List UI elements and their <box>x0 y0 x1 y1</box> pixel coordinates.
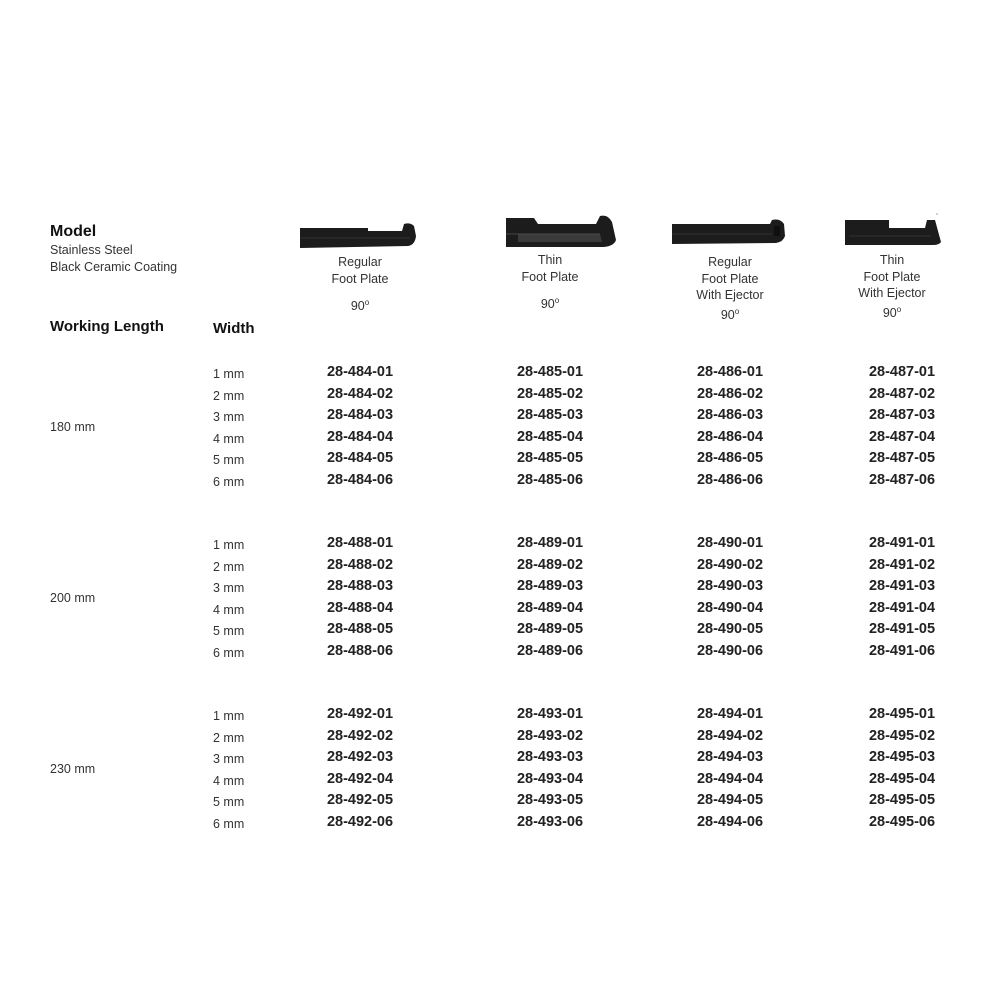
catalog-number: 28-494-03 <box>696 749 764 765</box>
model-material: Stainless Steel <box>50 243 133 257</box>
catalog-number: 28-493-02 <box>516 727 584 744</box>
catalog-number: 28-492-01 <box>326 706 394 722</box>
angle-label: 90$^o$ <box>540 296 560 312</box>
working-length-header: Working Length <box>50 318 164 335</box>
catalog-number: 28-491-06 <box>868 642 936 659</box>
catalog-number: 28-491-01 <box>868 535 936 551</box>
catalog-number: 28-491-04 <box>868 599 936 616</box>
catalog-number: 28-494-01 <box>696 706 764 722</box>
thin-foot-plate-tip-icon <box>504 212 618 252</box>
catalog-number: 28-490-05 <box>696 621 764 637</box>
working-length-value: 200 mm <box>50 590 96 605</box>
catalog-number: 28-494-06 <box>696 813 764 830</box>
column-label-line: Thin <box>537 253 563 267</box>
catalog-number: 28-484-04 <box>326 428 394 445</box>
catalog-number: 28-489-06 <box>516 642 584 659</box>
width-value: 3 mm <box>213 581 245 595</box>
width-value: 1 mm <box>213 538 245 552</box>
width-value: 3 mm <box>213 752 245 766</box>
catalog-number: 28-490-04 <box>696 599 764 616</box>
catalog-number: 28-494-04 <box>696 770 764 787</box>
column-label-line: With Ejector <box>696 288 764 302</box>
catalog-number: 28-495-06 <box>868 813 936 830</box>
column-regular-foot-plate-label <box>290 254 430 315</box>
catalog-number: 28-492-02 <box>326 727 394 744</box>
width-value: 5 mm <box>213 795 245 809</box>
catalog-number: 28-492-05 <box>326 792 394 808</box>
catalog-number: 28-490-02 <box>696 556 764 573</box>
catalog-number: 28-493-01 <box>516 706 584 722</box>
column-thin-foot-plate-label <box>480 252 620 313</box>
catalog-number: 28-491-03 <box>868 578 936 594</box>
catalog-number: 28-485-03 <box>516 407 584 423</box>
width-value: 2 mm <box>213 388 245 403</box>
width-value: 6 mm <box>213 474 245 489</box>
column-thin-foot-plate-ejector-label <box>822 252 962 321</box>
catalog-number: 28-486-01 <box>696 364 764 380</box>
width-value: 2 mm <box>213 730 245 745</box>
catalog-number: 28-487-01 <box>868 364 936 380</box>
model-title: Model <box>50 223 97 240</box>
catalog-number: 28-486-02 <box>696 385 764 402</box>
column-label-line: Foot Plate <box>521 269 579 284</box>
catalog-number: 28-484-03 <box>326 407 394 423</box>
catalog-number: 28-488-06 <box>326 642 394 659</box>
catalog-number: 28-494-05 <box>696 792 764 808</box>
width-value: 2 mm <box>213 559 245 574</box>
catalog-number: 28-484-02 <box>326 385 394 402</box>
column-label-line: Regular <box>338 255 382 269</box>
catalog-number: 28-487-05 <box>868 450 936 466</box>
angle-label: 90$^o$ <box>720 306 740 322</box>
column-label-line: Foot Plate <box>331 271 389 286</box>
catalog-number: 28-486-06 <box>696 471 764 488</box>
column-label-line: Foot Plate <box>701 271 759 286</box>
catalog-number: 28-492-06 <box>326 813 394 830</box>
catalog-number: 28-490-06 <box>696 642 764 659</box>
catalog-number: 28-491-02 <box>868 556 936 573</box>
catalog-number: 28-487-06 <box>868 471 936 488</box>
column-regular-foot-plate-ejector-label <box>660 254 800 323</box>
catalog-number: 28-487-03 <box>868 407 936 423</box>
catalog-number: 28-484-06 <box>326 471 394 488</box>
working-length-value: 180 mm <box>50 419 96 434</box>
catalog-number: 28-488-03 <box>326 578 394 594</box>
catalog-number: 28-493-04 <box>516 770 584 787</box>
width-value: 5 mm <box>213 624 245 638</box>
catalog-number: 28-485-06 <box>516 471 584 488</box>
width-header: Width <box>213 320 255 337</box>
catalog-number: 28-488-01 <box>326 535 394 551</box>
width-value: 1 mm <box>213 709 245 723</box>
width-value: 1 mm <box>213 367 245 381</box>
catalog-number: 28-493-06 <box>516 813 584 830</box>
angle-label: 90$^o$ <box>350 298 370 314</box>
catalog-number: 28-495-05 <box>868 792 936 808</box>
working-length-value: 230 mm <box>50 761 96 776</box>
catalog-number: 28-495-02 <box>868 727 936 744</box>
catalog-number: 28-486-03 <box>696 407 764 423</box>
catalog-number: 28-489-03 <box>516 578 584 594</box>
width-value: 3 mm <box>213 410 245 424</box>
catalog-number: 28-495-01 <box>868 706 936 722</box>
catalog-number: 28-484-05 <box>326 450 394 466</box>
catalog-number: 28-485-02 <box>516 385 584 402</box>
width-value: 5 mm <box>213 453 245 467</box>
catalog-number: 28-487-02 <box>868 385 936 402</box>
catalog-number: 28-490-03 <box>696 578 764 594</box>
catalog-number: 28-485-04 <box>516 428 584 445</box>
catalog-number: 28-490-01 <box>696 535 764 551</box>
catalog-number: 28-491-05 <box>868 621 936 637</box>
column-label-line: With Ejector <box>858 286 926 300</box>
catalog-number: 28-485-05 <box>516 450 584 466</box>
width-value: 4 mm <box>213 431 245 446</box>
width-value: 4 mm <box>213 602 245 617</box>
catalog-number: 28-486-04 <box>696 428 764 445</box>
catalog-number: 28-494-02 <box>696 727 764 744</box>
regular-foot-plate-tip-icon <box>298 212 420 252</box>
thin-foot-plate-ejector-tip-icon <box>843 212 943 252</box>
catalog-number: 28-492-04 <box>326 770 394 787</box>
catalog-number: 28-495-04 <box>868 770 936 787</box>
catalog-number: 28-487-04 <box>868 428 936 445</box>
angle-label: 90$^o$ <box>882 304 902 320</box>
catalog-number: 28-484-01 <box>326 364 394 380</box>
catalog-number: 28-486-05 <box>696 450 764 466</box>
catalog-number: 28-489-01 <box>516 535 584 551</box>
catalog-number: 28-488-05 <box>326 621 394 637</box>
catalog-number: 28-493-05 <box>516 792 584 808</box>
catalog-number: 28-488-02 <box>326 556 394 573</box>
catalog-number: 28-495-03 <box>868 749 936 765</box>
column-label-line: Foot Plate <box>863 269 921 284</box>
width-value: 6 mm <box>213 645 245 660</box>
catalog-number: 28-493-03 <box>516 749 584 765</box>
regular-foot-plate-ejector-tip-icon <box>670 212 788 252</box>
catalog-number: 28-492-03 <box>326 749 394 765</box>
catalog-number: 28-488-04 <box>326 599 394 616</box>
width-value: 6 mm <box>213 816 245 831</box>
catalog-number: 28-489-04 <box>516 599 584 616</box>
column-label-line: Regular <box>708 255 752 269</box>
catalog-number: 28-489-05 <box>516 621 584 637</box>
catalog-number: 28-485-01 <box>516 364 584 380</box>
model-coating: Black Ceramic Coating <box>50 260 178 274</box>
column-label-line: Thin <box>879 253 905 267</box>
width-value: 4 mm <box>213 773 245 788</box>
catalog-number: 28-489-02 <box>516 556 584 573</box>
